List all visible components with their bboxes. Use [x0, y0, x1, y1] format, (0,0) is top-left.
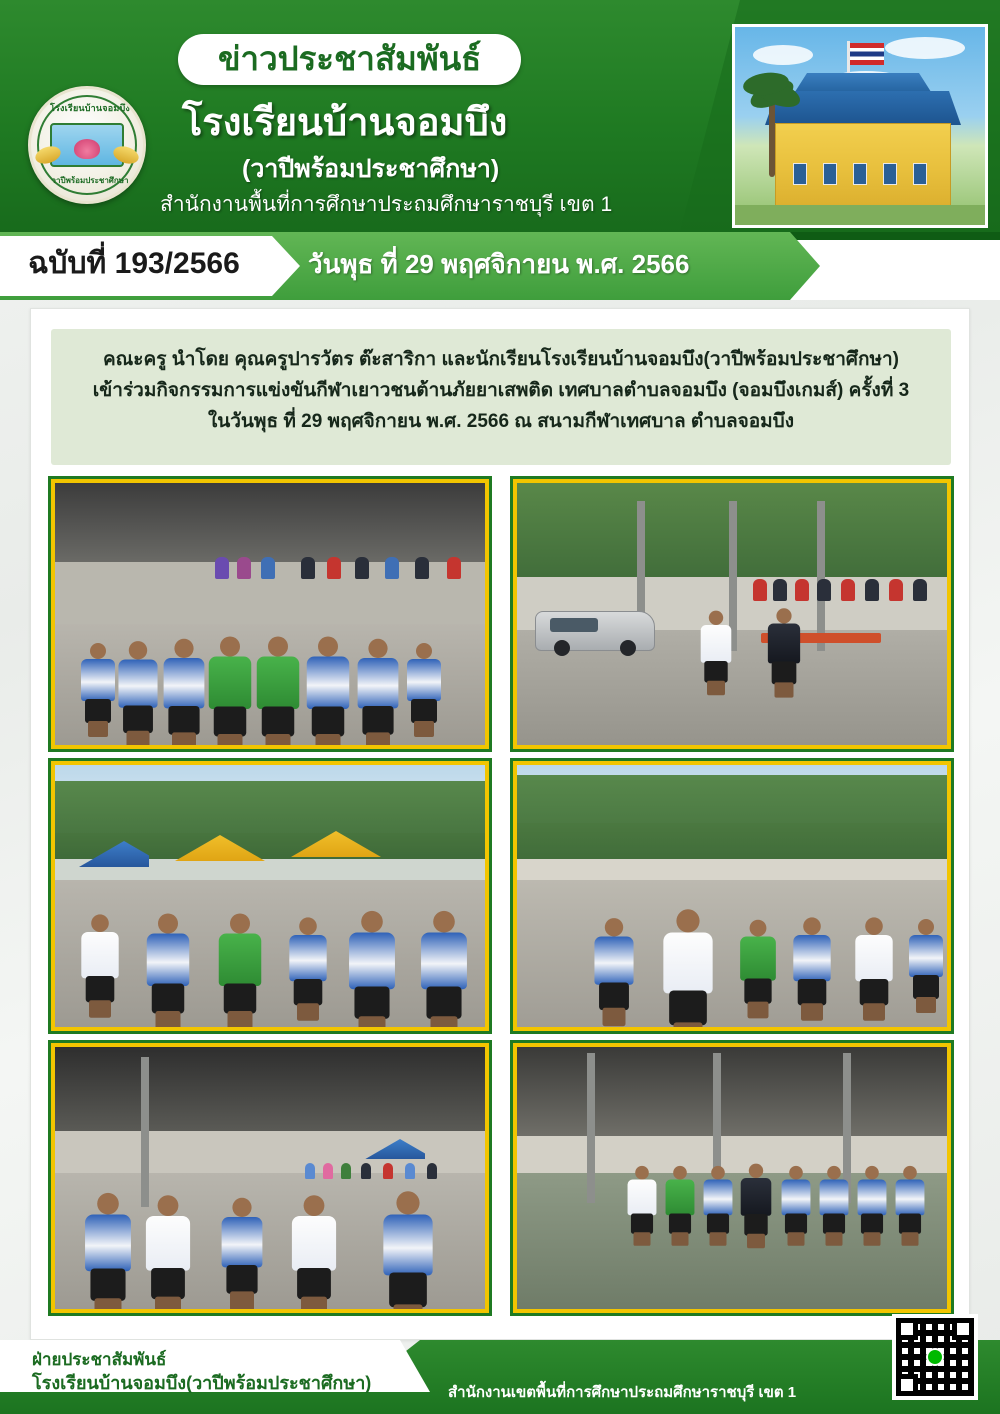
player	[81, 915, 118, 1016]
gallery-photo-2[interactable]	[513, 479, 951, 749]
player	[820, 1166, 849, 1244]
player	[307, 636, 350, 749]
player	[663, 909, 712, 1031]
canopy	[55, 1047, 485, 1136]
thai-flag-icon	[850, 43, 884, 65]
school-logo	[28, 86, 146, 204]
footer-school: โรงเรียนบ้านจอมบึง(วาปีพร้อมประชาศึกษา)	[32, 1373, 372, 1393]
player	[793, 917, 830, 1018]
content-card	[30, 308, 970, 1340]
roof-structure	[517, 1047, 947, 1147]
summary-line-1: คณะครู นำโดย คุณครูปารวัตร ต๊ะสาริกา และนักเรียนโรงเรียนบ้านจอมบึง(วาปีพร้อมประชาศึกษา)	[102, 349, 900, 370]
poster-header	[0, 0, 1000, 300]
player	[782, 1166, 811, 1244]
player	[421, 911, 467, 1031]
header-ribbon	[178, 34, 521, 85]
player	[768, 608, 800, 695]
gallery-photo-5[interactable]	[51, 1043, 489, 1313]
crowd	[55, 557, 485, 583]
logo-bottom-text: วาปีพร้อมประชาศึกษา	[51, 176, 129, 185]
player	[407, 643, 441, 735]
qr-code[interactable]	[892, 1314, 978, 1400]
player	[855, 917, 892, 1018]
player	[909, 919, 943, 1011]
spectators	[517, 579, 947, 605]
player	[81, 643, 115, 735]
summary-line-3: ในวันพุธ ที่ 29 พฤศจิกายน พ.ศ. 2566 ณ สนามกีฬาเทศบาล ตำบลจอมบึง	[208, 410, 794, 432]
pillar	[587, 1053, 595, 1203]
player	[147, 913, 190, 1028]
building-window	[913, 163, 927, 185]
header-photo	[732, 24, 988, 228]
player	[118, 641, 157, 747]
ground	[735, 205, 988, 225]
player	[740, 920, 776, 1017]
qr-finder-top-right	[952, 1318, 974, 1340]
photo-gallery	[51, 479, 951, 1313]
header-office-line: สำนักงานพื้นที่การศึกษาประถมศึกษาราชบุรี เขต 1	[160, 193, 613, 216]
line-badge-icon	[926, 1348, 944, 1366]
poster-footer	[0, 1340, 1000, 1414]
player	[85, 1193, 131, 1313]
trees	[517, 775, 947, 864]
gallery-photo-4[interactable]	[513, 761, 951, 1031]
footer-department: ฝ่ายประชาสัมพันธ์	[32, 1350, 167, 1369]
player	[146, 1195, 190, 1313]
player	[222, 1197, 263, 1307]
palm-tree-icon	[741, 57, 801, 177]
player	[858, 1166, 887, 1244]
player	[704, 1166, 733, 1244]
player	[701, 610, 732, 693]
issue-date: วันพุธ ที่ 29 พฤศจิกายน พ.ศ. 2566	[308, 249, 690, 279]
player	[628, 1166, 657, 1244]
summary-line-2: เข้าร่วมกิจกรรมการแข่งขันกีฬาเยาวชนต้านภัยยาเสพติด เทศบาลตำบลจอมบึง (จอมบึงเกมส์) ครั้งที่ 3	[92, 379, 910, 401]
building-window	[853, 163, 867, 185]
building-window	[823, 163, 837, 185]
player	[383, 1191, 432, 1313]
player	[666, 1166, 695, 1244]
player	[219, 913, 262, 1028]
pillar	[817, 501, 825, 651]
player	[349, 911, 395, 1031]
logo-lotus-icon	[74, 139, 100, 159]
school-name: โรงเรียนบ้านจอมบึง	[182, 102, 508, 144]
cloud-icon	[885, 37, 965, 59]
player	[896, 1166, 925, 1244]
player	[164, 639, 205, 749]
gallery-photo-6[interactable]	[513, 1043, 951, 1313]
qr-finder-bottom-left	[896, 1374, 918, 1396]
pickup-truck	[535, 611, 655, 651]
footer-office: สำนักงานเขตพื้นที่การศึกษาประถมศึกษาราชบุรี เขต 1	[448, 1384, 797, 1401]
crowd	[55, 1163, 485, 1189]
qr-finder-top-left	[896, 1318, 918, 1340]
player	[289, 917, 326, 1018]
gallery-photo-3[interactable]	[51, 761, 489, 1031]
player	[292, 1195, 336, 1313]
school-subtitle: (วาปีพร้อมประชาศึกษา)	[242, 155, 500, 183]
building-window	[883, 163, 897, 185]
summary-box	[51, 329, 951, 465]
player	[594, 918, 633, 1024]
ribbon-label: ข่าวประชาสัมพันธ์	[218, 40, 482, 77]
canopy	[55, 483, 485, 562]
gallery-photo-1[interactable]	[51, 479, 489, 749]
issue-number: ฉบับที่ 193/2566	[28, 247, 240, 280]
fence-wall	[517, 859, 947, 880]
player	[358, 639, 399, 749]
player	[257, 636, 300, 749]
referee	[741, 1164, 772, 1247]
player	[209, 636, 252, 749]
logo-top-text: โรงเรียนบ้านจอมบึง	[49, 103, 131, 113]
